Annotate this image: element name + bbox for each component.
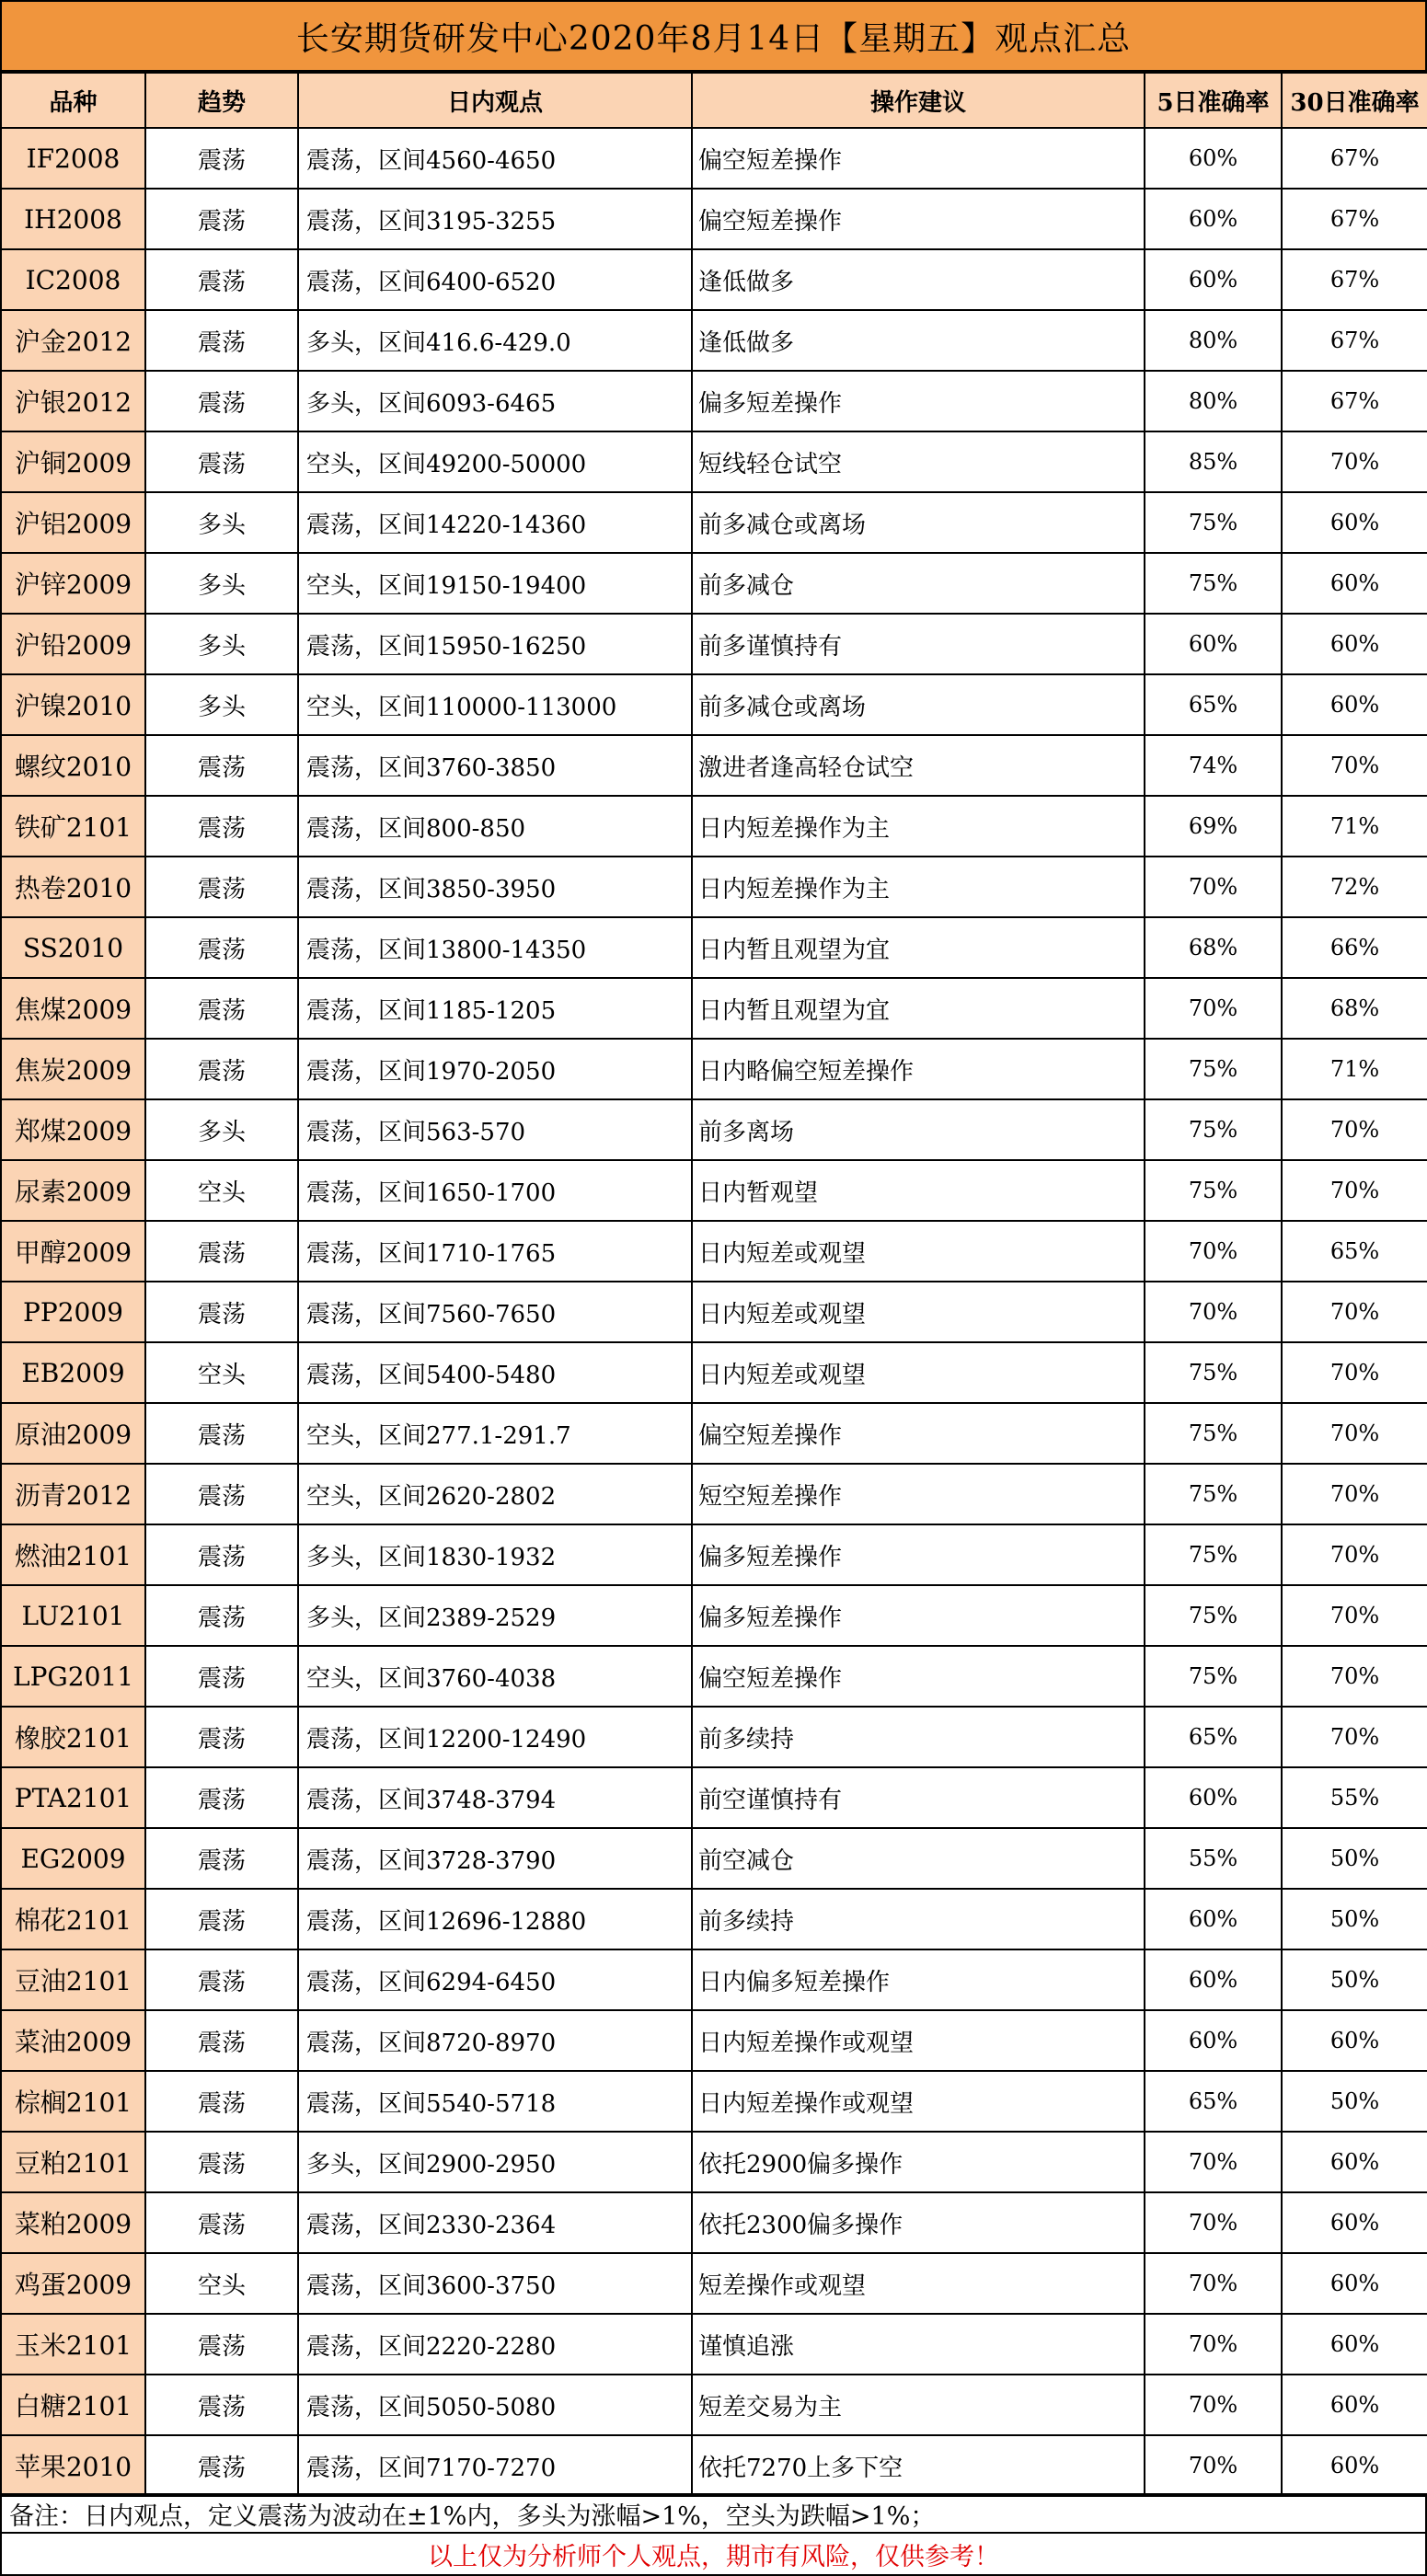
views-table [0, 72, 1427, 2497]
cell-intraday: 多头，区间1830-1932 [298, 1524, 692, 1585]
cell-acc5: 75% [1145, 553, 1282, 614]
cell-variety: LPG2011 [1, 1646, 145, 1707]
table-row [1, 189, 1427, 249]
cell-trend: 震荡 [145, 917, 298, 978]
cell-acc5: 65% [1145, 2071, 1282, 2132]
cell-intraday: 空头，区间2620-2802 [298, 1464, 692, 1524]
cell-acc30: 71% [1282, 796, 1427, 857]
cell-acc30: 60% [1282, 553, 1427, 614]
cell-variety: 菜粕2009 [1, 2192, 145, 2253]
cell-acc5: 60% [1145, 249, 1282, 310]
cell-intraday: 多头，区间6093-6465 [298, 371, 692, 431]
cell-trend: 震荡 [145, 2192, 298, 2253]
cell-variety: 焦煤2009 [1, 978, 145, 1039]
disclaimer: 以上仅为分析师个人观点，期市有风险，仅供参考！ [0, 2534, 1427, 2576]
cell-trend: 震荡 [145, 2375, 298, 2435]
cell-advice: 逢低做多 [692, 310, 1145, 371]
cell-acc5: 65% [1145, 1707, 1282, 1767]
table-body [1, 128, 1427, 2496]
cell-intraday: 空头，区间19150-19400 [298, 553, 692, 614]
header-intraday: 日内观点 [298, 73, 692, 128]
cell-acc5: 70% [1145, 2253, 1282, 2314]
cell-trend: 震荡 [145, 978, 298, 1039]
cell-variety: 螺纹2010 [1, 735, 145, 796]
cell-acc30: 70% [1282, 1585, 1427, 1646]
cell-intraday: 震荡，区间6400-6520 [298, 249, 692, 310]
cell-acc30: 70% [1282, 1646, 1427, 1707]
cell-intraday: 震荡，区间3850-3950 [298, 857, 692, 917]
cell-variety: 沪锌2009 [1, 553, 145, 614]
cell-intraday: 震荡，区间14220-14360 [298, 492, 692, 553]
cell-trend: 多头 [145, 492, 298, 553]
cell-trend: 空头 [145, 1160, 298, 1221]
cell-variety: EG2009 [1, 1828, 145, 1889]
cell-variety: 沪铝2009 [1, 492, 145, 553]
cell-acc5: 70% [1145, 1221, 1282, 1282]
table-row [1, 614, 1427, 674]
table-row [1, 1646, 1427, 1707]
cell-acc5: 55% [1145, 1828, 1282, 1889]
cell-trend: 震荡 [145, 1524, 298, 1585]
cell-advice: 前多续持 [692, 1889, 1145, 1949]
cell-trend: 震荡 [145, 2010, 298, 2071]
table-row [1, 2071, 1427, 2132]
cell-acc5: 75% [1145, 1646, 1282, 1707]
cell-acc30: 67% [1282, 128, 1427, 189]
table-row [1, 1099, 1427, 1160]
cell-trend: 震荡 [145, 1282, 298, 1342]
cell-intraday: 多头，区间2900-2950 [298, 2132, 692, 2192]
cell-acc5: 75% [1145, 1524, 1282, 1585]
cell-acc30: 60% [1282, 614, 1427, 674]
cell-trend: 震荡 [145, 189, 298, 249]
cell-variety: 沪铅2009 [1, 614, 145, 674]
cell-acc5: 75% [1145, 1342, 1282, 1403]
cell-intraday: 震荡，区间12200-12490 [298, 1707, 692, 1767]
cell-trend: 震荡 [145, 1767, 298, 1828]
cell-advice: 日内暂且观望为宜 [692, 917, 1145, 978]
cell-acc30: 60% [1282, 2435, 1427, 2496]
table-row [1, 2314, 1427, 2375]
cell-variety: 沪金2012 [1, 310, 145, 371]
header-trend: 趋势 [145, 73, 298, 128]
cell-acc5: 70% [1145, 978, 1282, 1039]
cell-advice: 偏空短差操作 [692, 128, 1145, 189]
table-row [1, 1221, 1427, 1282]
cell-acc30: 70% [1282, 1524, 1427, 1585]
cell-acc5: 60% [1145, 128, 1282, 189]
header-acc5: 5日准确率 [1145, 73, 1282, 128]
cell-acc5: 70% [1145, 2132, 1282, 2192]
cell-intraday: 震荡，区间5050-5080 [298, 2375, 692, 2435]
cell-acc30: 60% [1282, 2253, 1427, 2314]
cell-trend: 多头 [145, 674, 298, 735]
cell-trend: 震荡 [145, 1949, 298, 2010]
cell-acc30: 67% [1282, 371, 1427, 431]
cell-acc5: 74% [1145, 735, 1282, 796]
cell-intraday: 空头，区间49200-50000 [298, 431, 692, 492]
cell-intraday: 多头，区间416.6-429.0 [298, 310, 692, 371]
cell-intraday: 震荡，区间12696-12880 [298, 1889, 692, 1949]
cell-trend: 震荡 [145, 1707, 298, 1767]
cell-intraday: 震荡，区间2330-2364 [298, 2192, 692, 2253]
cell-acc5: 60% [1145, 2010, 1282, 2071]
cell-acc30: 50% [1282, 1949, 1427, 2010]
cell-variety: IC2008 [1, 249, 145, 310]
cell-advice: 偏多短差操作 [692, 1585, 1145, 1646]
cell-trend: 震荡 [145, 1889, 298, 1949]
cell-acc30: 60% [1282, 674, 1427, 735]
cell-variety: 沪银2012 [1, 371, 145, 431]
cell-trend: 震荡 [145, 249, 298, 310]
cell-advice: 前多谨慎持有 [692, 614, 1145, 674]
cell-advice: 短空短差操作 [692, 1464, 1145, 1524]
table-row [1, 1828, 1427, 1889]
cell-advice: 前多离场 [692, 1099, 1145, 1160]
table-row [1, 735, 1427, 796]
cell-acc5: 70% [1145, 2375, 1282, 2435]
table-row [1, 1889, 1427, 1949]
table-row [1, 2132, 1427, 2192]
cell-acc5: 75% [1145, 1160, 1282, 1221]
cell-variety: 燃油2101 [1, 1524, 145, 1585]
cell-acc30: 71% [1282, 1039, 1427, 1099]
cell-acc5: 70% [1145, 2314, 1282, 2375]
table-row [1, 249, 1427, 310]
cell-acc5: 80% [1145, 310, 1282, 371]
table-row [1, 2375, 1427, 2435]
cell-intraday: 多头，区间2389-2529 [298, 1585, 692, 1646]
cell-trend: 震荡 [145, 1646, 298, 1707]
cell-advice: 日内短差或观望 [692, 1342, 1145, 1403]
cell-intraday: 震荡，区间1710-1765 [298, 1221, 692, 1282]
cell-trend: 震荡 [145, 1221, 298, 1282]
cell-acc5: 85% [1145, 431, 1282, 492]
cell-variety: 豆油2101 [1, 1949, 145, 2010]
table-row [1, 1160, 1427, 1221]
cell-variety: 沪铜2009 [1, 431, 145, 492]
cell-intraday: 震荡，区间15950-16250 [298, 614, 692, 674]
cell-acc5: 75% [1145, 492, 1282, 553]
cell-advice: 前空减仓 [692, 1828, 1145, 1889]
table-row [1, 310, 1427, 371]
table-row [1, 2435, 1427, 2496]
cell-variety: 原油2009 [1, 1403, 145, 1464]
cell-advice: 日内短差操作或观望 [692, 2071, 1145, 2132]
cell-advice: 前多减仓 [692, 553, 1145, 614]
table-row [1, 1403, 1427, 1464]
cell-advice: 日内暂观望 [692, 1160, 1145, 1221]
cell-acc30: 70% [1282, 1342, 1427, 1403]
table-row [1, 1524, 1427, 1585]
cell-trend: 震荡 [145, 2132, 298, 2192]
cell-acc5: 75% [1145, 1585, 1282, 1646]
cell-trend: 震荡 [145, 2314, 298, 2375]
cell-intraday: 震荡，区间7170-7270 [298, 2435, 692, 2496]
cell-acc30: 65% [1282, 1221, 1427, 1282]
cell-advice: 偏空短差操作 [692, 1403, 1145, 1464]
cell-acc5: 75% [1145, 1464, 1282, 1524]
cell-acc30: 70% [1282, 1403, 1427, 1464]
cell-advice: 前多减仓或离场 [692, 492, 1145, 553]
table-row [1, 857, 1427, 917]
header-advice: 操作建议 [692, 73, 1145, 128]
cell-trend: 震荡 [145, 2071, 298, 2132]
cell-intraday: 震荡，区间13800-14350 [298, 917, 692, 978]
sheet-title: 长安期货研发中心2020年8月14日【星期五】观点汇总 [0, 0, 1427, 72]
cell-acc5: 75% [1145, 1403, 1282, 1464]
cell-advice: 日内偏多短差操作 [692, 1949, 1145, 2010]
table-row [1, 1707, 1427, 1767]
cell-variety: 白糖2101 [1, 2375, 145, 2435]
cell-intraday: 震荡，区间3748-3794 [298, 1767, 692, 1828]
cell-acc5: 68% [1145, 917, 1282, 978]
cell-acc5: 75% [1145, 1039, 1282, 1099]
cell-trend: 震荡 [145, 128, 298, 189]
cell-acc30: 68% [1282, 978, 1427, 1039]
cell-acc30: 70% [1282, 1464, 1427, 1524]
cell-acc5: 60% [1145, 1767, 1282, 1828]
cell-acc30: 50% [1282, 1889, 1427, 1949]
table-row [1, 553, 1427, 614]
cell-trend: 多头 [145, 553, 298, 614]
cell-acc5: 60% [1145, 189, 1282, 249]
cell-advice: 日内短差或观望 [692, 1221, 1145, 1282]
cell-trend: 震荡 [145, 1403, 298, 1464]
cell-variety: IH2008 [1, 189, 145, 249]
table-row [1, 1342, 1427, 1403]
cell-intraday: 震荡，区间2220-2280 [298, 2314, 692, 2375]
header-variety: 品种 [1, 73, 145, 128]
cell-acc30: 70% [1282, 735, 1427, 796]
cell-variety: 玉米2101 [1, 2314, 145, 2375]
cell-advice: 偏空短差操作 [692, 1646, 1145, 1707]
footnote: 备注：日内观点，定义震荡为波动在±1%内，多头为涨幅>1%，空头为跌幅>1%； [0, 2493, 1427, 2534]
cell-advice: 日内短差或观望 [692, 1282, 1145, 1342]
cell-intraday: 震荡，区间3760-3850 [298, 735, 692, 796]
cell-advice: 依托2300偏多操作 [692, 2192, 1145, 2253]
cell-intraday: 震荡，区间1185-1205 [298, 978, 692, 1039]
cell-acc30: 66% [1282, 917, 1427, 978]
cell-variety: 豆粕2101 [1, 2132, 145, 2192]
cell-acc30: 55% [1282, 1767, 1427, 1828]
cell-advice: 短线轻仓试空 [692, 431, 1145, 492]
table-row [1, 431, 1427, 492]
cell-advice: 前空谨慎持有 [692, 1767, 1145, 1828]
cell-advice: 短差操作或观望 [692, 2253, 1145, 2314]
cell-acc30: 60% [1282, 492, 1427, 553]
cell-acc5: 60% [1145, 614, 1282, 674]
table-row [1, 1464, 1427, 1524]
cell-acc5: 60% [1145, 1949, 1282, 2010]
table-row [1, 371, 1427, 431]
cell-trend: 震荡 [145, 796, 298, 857]
cell-acc30: 50% [1282, 2071, 1427, 2132]
cell-advice: 短差交易为主 [692, 2375, 1145, 2435]
table-row [1, 1767, 1427, 1828]
cell-variety: 棕榈2101 [1, 2071, 145, 2132]
cell-variety: IF2008 [1, 128, 145, 189]
cell-variety: PTA2101 [1, 1767, 145, 1828]
cell-intraday: 震荡，区间5400-5480 [298, 1342, 692, 1403]
cell-intraday: 震荡，区间8720-8970 [298, 2010, 692, 2071]
cell-advice: 偏空短差操作 [692, 189, 1145, 249]
table-row [1, 1585, 1427, 1646]
cell-intraday: 震荡，区间800-850 [298, 796, 692, 857]
cell-variety: 甲醇2009 [1, 1221, 145, 1282]
cell-advice: 依托7270上多下空 [692, 2435, 1145, 2496]
cell-variety: PP2009 [1, 1282, 145, 1342]
cell-advice: 前多减仓或离场 [692, 674, 1145, 735]
cell-variety: 棉花2101 [1, 1889, 145, 1949]
cell-trend: 空头 [145, 2253, 298, 2314]
table-row [1, 978, 1427, 1039]
cell-intraday: 震荡，区间7560-7650 [298, 1282, 692, 1342]
table-row [1, 492, 1427, 553]
cell-acc5: 70% [1145, 1282, 1282, 1342]
cell-trend: 震荡 [145, 1828, 298, 1889]
table-row [1, 128, 1427, 189]
cell-acc5: 70% [1145, 857, 1282, 917]
cell-intraday: 空头，区间277.1-291.7 [298, 1403, 692, 1464]
table-row [1, 1039, 1427, 1099]
cell-acc30: 60% [1282, 2314, 1427, 2375]
cell-acc30: 50% [1282, 1828, 1427, 1889]
table-row [1, 796, 1427, 857]
table-row [1, 674, 1427, 735]
cell-advice: 日内略偏空短差操作 [692, 1039, 1145, 1099]
cell-trend: 多头 [145, 614, 298, 674]
cell-acc5: 70% [1145, 2435, 1282, 2496]
cell-intraday: 空头，区间110000-113000 [298, 674, 692, 735]
cell-trend: 震荡 [145, 1464, 298, 1524]
cell-advice: 逢低做多 [692, 249, 1145, 310]
cell-variety: 焦炭2009 [1, 1039, 145, 1099]
cell-advice: 激进者逢高轻仓试空 [692, 735, 1145, 796]
table-row [1, 917, 1427, 978]
cell-intraday: 震荡，区间3195-3255 [298, 189, 692, 249]
cell-variety: 鸡蛋2009 [1, 2253, 145, 2314]
cell-advice: 日内短差操作或观望 [692, 2010, 1145, 2071]
cell-intraday: 震荡，区间1970-2050 [298, 1039, 692, 1099]
cell-variety: 沪镍2010 [1, 674, 145, 735]
cell-acc5: 70% [1145, 2192, 1282, 2253]
cell-advice: 谨慎追涨 [692, 2314, 1145, 2375]
cell-trend: 震荡 [145, 1585, 298, 1646]
table-header-row [1, 73, 1427, 128]
cell-intraday: 震荡，区间3600-3750 [298, 2253, 692, 2314]
cell-trend: 震荡 [145, 371, 298, 431]
table-row [1, 2253, 1427, 2314]
cell-trend: 震荡 [145, 2435, 298, 2496]
cell-advice: 日内短差操作为主 [692, 857, 1145, 917]
cell-acc30: 67% [1282, 249, 1427, 310]
cell-acc5: 75% [1145, 1099, 1282, 1160]
cell-variety: 菜油2009 [1, 2010, 145, 2071]
cell-acc5: 80% [1145, 371, 1282, 431]
cell-trend: 多头 [145, 1099, 298, 1160]
header-acc30: 30日准确率 [1282, 73, 1427, 128]
cell-advice: 日内暂且观望为宜 [692, 978, 1145, 1039]
cell-trend: 震荡 [145, 431, 298, 492]
cell-advice: 偏多短差操作 [692, 1524, 1145, 1585]
cell-acc30: 60% [1282, 2132, 1427, 2192]
cell-trend: 震荡 [145, 735, 298, 796]
cell-acc30: 70% [1282, 1160, 1427, 1221]
cell-trend: 震荡 [145, 310, 298, 371]
cell-intraday: 震荡，区间5540-5718 [298, 2071, 692, 2132]
cell-variety: 橡胶2101 [1, 1707, 145, 1767]
cell-acc30: 60% [1282, 2375, 1427, 2435]
table-row [1, 1949, 1427, 2010]
cell-variety: 尿素2009 [1, 1160, 145, 1221]
cell-variety: SS2010 [1, 917, 145, 978]
cell-variety: 铁矿2101 [1, 796, 145, 857]
cell-acc5: 69% [1145, 796, 1282, 857]
cell-intraday: 震荡，区间563-570 [298, 1099, 692, 1160]
cell-intraday: 空头，区间3760-4038 [298, 1646, 692, 1707]
table-row [1, 2010, 1427, 2071]
cell-acc30: 70% [1282, 1099, 1427, 1160]
cell-acc30: 70% [1282, 1707, 1427, 1767]
cell-acc30: 60% [1282, 2192, 1427, 2253]
cell-variety: 沥青2012 [1, 1464, 145, 1524]
cell-advice: 依托2900偏多操作 [692, 2132, 1145, 2192]
cell-acc30: 72% [1282, 857, 1427, 917]
cell-variety: 热卷2010 [1, 857, 145, 917]
cell-intraday: 震荡，区间1650-1700 [298, 1160, 692, 1221]
cell-trend: 震荡 [145, 857, 298, 917]
cell-intraday: 震荡，区间3728-3790 [298, 1828, 692, 1889]
cell-acc30: 60% [1282, 2010, 1427, 2071]
cell-variety: 苹果2010 [1, 2435, 145, 2496]
cell-variety: EB2009 [1, 1342, 145, 1403]
cell-acc30: 70% [1282, 431, 1427, 492]
cell-trend: 震荡 [145, 1039, 298, 1099]
cell-advice: 日内短差操作为主 [692, 796, 1145, 857]
table-row [1, 1282, 1427, 1342]
cell-variety: LU2101 [1, 1585, 145, 1646]
cell-acc5: 60% [1145, 1889, 1282, 1949]
cell-acc30: 70% [1282, 1282, 1427, 1342]
cell-intraday: 震荡，区间4560-4650 [298, 128, 692, 189]
cell-acc30: 67% [1282, 310, 1427, 371]
cell-advice: 偏多短差操作 [692, 371, 1145, 431]
cell-acc5: 65% [1145, 674, 1282, 735]
cell-trend: 空头 [145, 1342, 298, 1403]
cell-advice: 前多续持 [692, 1707, 1145, 1767]
cell-intraday: 震荡，区间6294-6450 [298, 1949, 692, 2010]
cell-variety: 郑煤2009 [1, 1099, 145, 1160]
cell-acc30: 67% [1282, 189, 1427, 249]
table-row [1, 2192, 1427, 2253]
